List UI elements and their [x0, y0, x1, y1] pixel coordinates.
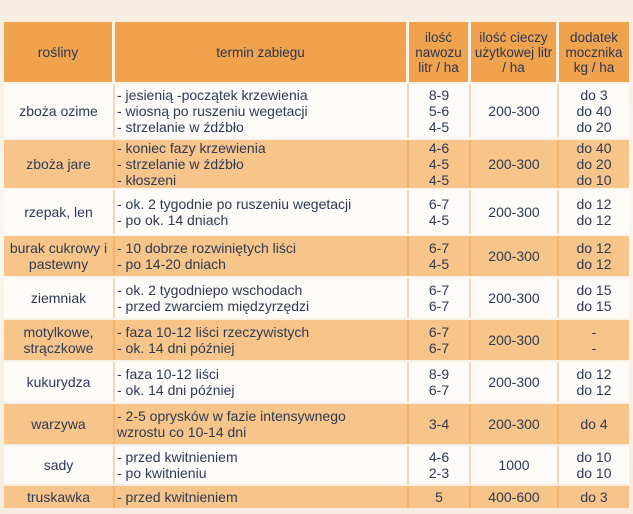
term-cell: [115, 84, 409, 138]
liquid-cell: 200-300: [471, 362, 559, 402]
fertilizer-cell: [409, 84, 471, 138]
term-line: - ok. 2 tygodniepo wschodach: [117, 282, 303, 298]
fertilizer-value: 4-5: [428, 119, 450, 135]
plant-cell: burak cukrowy i pastewny: [4, 236, 115, 276]
term-line: - po kwitnieniu: [117, 465, 207, 481]
fertilizer-value: 6-7: [428, 382, 450, 398]
fertilizer-value: 6-7: [428, 298, 450, 314]
additive-value: do 10: [576, 465, 612, 481]
fertilizer-table: [4, 20, 629, 510]
fertilizer-value: 4-5: [428, 172, 450, 188]
term-line: - przed kwitnieniem: [117, 449, 238, 465]
fertilizer-value: 8-9: [428, 87, 450, 103]
term-line: - kłoszeni: [117, 172, 177, 188]
additive-value: -: [591, 340, 597, 356]
table-row: [4, 486, 629, 508]
additive-cell: [559, 84, 629, 138]
term-line: - 10 dobrze rozwiniętych liści: [117, 240, 296, 256]
additive-cell: [559, 404, 629, 444]
additive-value: do 20: [576, 119, 612, 135]
additive-cell: [559, 278, 629, 318]
fertilizer-value: 6-7: [428, 282, 450, 298]
term-line: - po 14-20 dniach: [117, 256, 226, 272]
plant-cell: ziemniak: [4, 278, 115, 318]
additive-value: do 10: [576, 172, 612, 188]
additive-cell: [559, 190, 629, 234]
term-line: - faza 10-12 liści rzeczywistych: [117, 324, 310, 340]
table-row: [4, 404, 629, 444]
fertilizer-value: 6-7: [428, 324, 450, 340]
plant-cell: kukurydza: [4, 362, 115, 402]
term-cell: [115, 140, 409, 188]
term-line: - faza 10-12 liści: [117, 366, 219, 382]
fertilizer-value: 6-7: [428, 240, 450, 256]
term-line: - strzelanie w źdźbło: [117, 119, 244, 135]
fertilizer-cell: [409, 320, 471, 360]
plant-cell: rzepak, len: [4, 190, 115, 234]
term-line: - przed kwitnieniem: [117, 489, 238, 505]
plant-cell: truskawka: [4, 486, 115, 508]
liquid-cell: 200-300: [471, 278, 559, 318]
plant-cell: sady: [4, 446, 115, 484]
additive-value: do 15: [576, 282, 612, 298]
fertilizer-cell: [409, 278, 471, 318]
liquid-cell: 1000: [471, 446, 559, 484]
additive-cell: [559, 140, 629, 188]
table-row: [4, 320, 629, 360]
table-row: [4, 446, 629, 484]
additive-cell: [559, 320, 629, 360]
term-cell: [115, 362, 409, 402]
term-line: - ok. 14 dni później: [117, 382, 235, 398]
table-row: [4, 190, 629, 234]
additive-value: do 40: [576, 140, 612, 156]
fertilizer-cell: [409, 140, 471, 188]
liquid-cell: 400-600: [471, 486, 559, 508]
additive-value: do 12: [576, 240, 612, 256]
table-header-row: [4, 22, 629, 82]
additive-value: do 3: [580, 489, 608, 505]
term-line: - ok. 2 tygodnie po ruszeniu wegetacji: [117, 196, 352, 212]
additive-cell: [559, 236, 629, 276]
liquid-cell: 200-300: [471, 84, 559, 138]
fertilizer-cell: [409, 236, 471, 276]
header-additive: dodatek mocznika kg / ha: [559, 22, 629, 82]
additive-value: do 12: [576, 196, 612, 212]
additive-cell: [559, 486, 629, 508]
header-fertilizer: ilość nawozu litr / ha: [409, 22, 471, 82]
fertilizer-value: 5: [435, 489, 443, 505]
additive-value: do 12: [576, 212, 612, 228]
term-cell: [115, 404, 409, 444]
fertilizer-value: 2-3: [428, 465, 450, 481]
table-row: [4, 140, 629, 188]
term-cell: [115, 236, 409, 276]
term-line: wzrostu co 10-14 dni: [117, 424, 247, 440]
liquid-cell: 200-300: [471, 140, 559, 188]
term-line: - przed zwarciem międzyrzędzi: [117, 298, 310, 314]
liquid-cell: 200-300: [471, 236, 559, 276]
fertilizer-value: 4-6: [428, 140, 450, 156]
additive-value: do 4: [580, 416, 608, 432]
plant-cell: motylkowe, strączkowe: [4, 320, 115, 360]
term-line: - strzelanie w źdźbło: [117, 156, 244, 172]
table-body: [4, 84, 629, 508]
fertilizer-value: 4-6: [428, 449, 450, 465]
fertilizer-value: 4-5: [428, 156, 450, 172]
table-row: [4, 236, 629, 276]
additive-value: -: [591, 324, 597, 340]
additive-value: do 40: [576, 103, 612, 119]
fertilizer-value: 5-6: [428, 103, 450, 119]
liquid-cell: 200-300: [471, 320, 559, 360]
fertilizer-value: 3-4: [428, 416, 450, 432]
header-plants: rośliny: [4, 22, 115, 82]
fertilizer-cell: [409, 190, 471, 234]
additive-value: do 15: [576, 298, 612, 314]
fertilizer-cell: [409, 404, 471, 444]
additive-value: do 12: [576, 256, 612, 272]
term-line: - jesienią -początek krzewienia: [117, 87, 308, 103]
fertilizer-value: 6-7: [428, 196, 450, 212]
fertilizer-cell: [409, 486, 471, 508]
term-line: - ok. 14 dni później: [117, 340, 235, 356]
additive-cell: [559, 362, 629, 402]
additive-cell: [559, 446, 629, 484]
liquid-cell: 200-300: [471, 404, 559, 444]
term-cell: [115, 446, 409, 484]
additive-value: do 20: [576, 156, 612, 172]
fertilizer-value: 4-5: [428, 212, 450, 228]
term-cell: [115, 278, 409, 318]
table-row: [4, 84, 629, 138]
plant-cell: warzywa: [4, 404, 115, 444]
additive-value: do 3: [580, 87, 608, 103]
additive-value: do 12: [576, 382, 612, 398]
term-line: - 2-5 oprysków w fazie intensywnego: [117, 408, 346, 424]
fertilizer-value: 6-7: [428, 340, 450, 356]
term-line: - koniec fazy krzewienia: [117, 140, 266, 156]
fertilizer-cell: [409, 362, 471, 402]
term-line: - wiosną po ruszeniu wegetacji: [117, 103, 308, 119]
table-row: [4, 278, 629, 318]
plant-cell: zboża ozime: [4, 84, 115, 138]
fertilizer-value: 8-9: [428, 366, 450, 382]
term-cell: [115, 320, 409, 360]
term-line: - po ok. 14 dniach: [117, 212, 229, 228]
fertilizer-value: 4-5: [428, 256, 450, 272]
table-row: [4, 362, 629, 402]
additive-value: do 12: [576, 366, 612, 382]
plant-cell: zboża jare: [4, 140, 115, 188]
header-term: termin zabiegu: [115, 22, 409, 82]
additive-value: do 10: [576, 449, 612, 465]
term-cell: [115, 190, 409, 234]
fertilizer-cell: [409, 446, 471, 484]
header-liquid: ilość cieczy użytkowej litr / ha: [471, 22, 559, 82]
term-cell: [115, 486, 409, 508]
liquid-cell: 200-300: [471, 190, 559, 234]
